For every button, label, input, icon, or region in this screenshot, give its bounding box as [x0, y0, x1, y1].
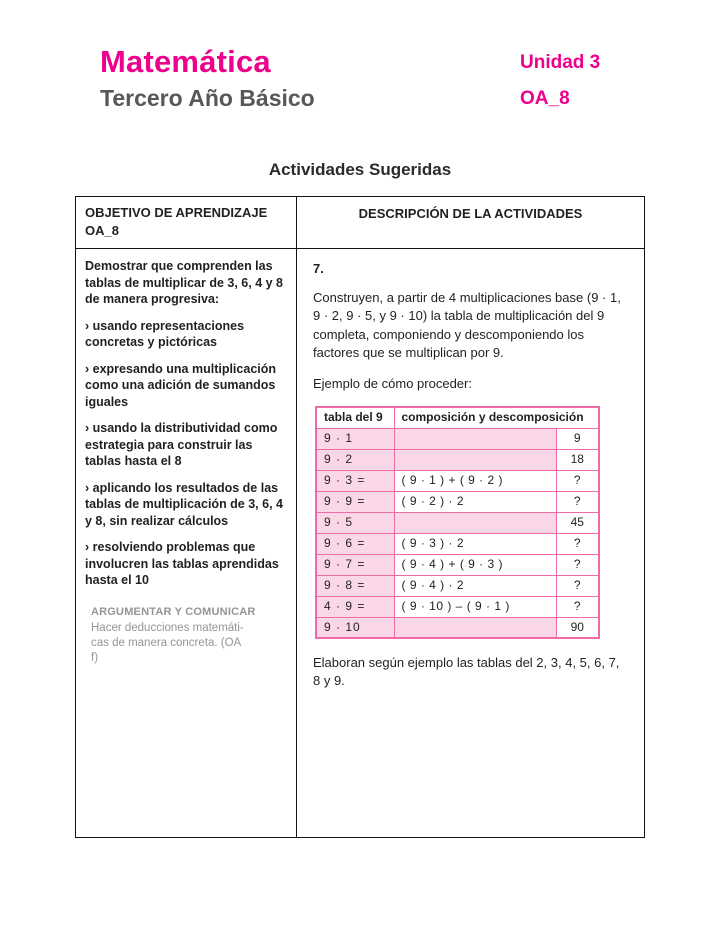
closing-instruction: Elaboran según ejemplo las tablas del 2, 3, 4, 5, 6, 7, 8 y 9.	[313, 655, 620, 689]
skills-note-body: Hacer deducciones matemáti-cas de manera concreta. (OA f)	[91, 622, 244, 664]
result-cell: ?	[556, 491, 599, 512]
objective-bullet: › usando la distributividad como estrategia para construir las tablas hasta el 8	[85, 421, 278, 468]
objective-bullet: › resolviendo problemas que involucren las tablas aprendidas hasta el 10	[85, 540, 279, 587]
composition-header: composición y descomposición	[394, 407, 599, 428]
composition-cell	[394, 617, 556, 638]
table-del-9-header: tabla del 9	[316, 407, 394, 428]
objective-intro: Demostrar que comprenden las tablas de multiplicar de 3, 6, 4 y 8 de manera progresiva:	[85, 259, 283, 306]
product-cell: 9 · 3 =	[316, 470, 394, 491]
result-cell: 45	[556, 512, 599, 533]
composition-cell: ( 9 · 3 ) · 2	[394, 533, 556, 554]
table-row	[316, 575, 599, 596]
table-row	[316, 512, 599, 533]
table-row	[316, 470, 599, 491]
skills-note-title: ARGUMENTAR Y COMUNICAR	[91, 605, 256, 618]
unit-label: Unidad 3	[520, 52, 601, 73]
composition-cell	[394, 449, 556, 470]
composition-cell	[394, 512, 556, 533]
table-row	[316, 596, 599, 617]
table-row	[316, 491, 599, 512]
result-cell: 18	[556, 449, 599, 470]
activity-number: 7.	[313, 261, 324, 276]
result-cell: ?	[556, 533, 599, 554]
objective-header-line2: OA_8	[85, 223, 119, 239]
result-cell: ?	[556, 554, 599, 575]
activities-table	[75, 196, 645, 838]
result-cell: ?	[556, 575, 599, 596]
result-cell: 90	[556, 617, 599, 638]
product-cell: 9 · 10	[316, 617, 394, 638]
product-cell: 4 · 9 =	[316, 596, 394, 617]
composition-cell: ( 9 · 4 ) + ( 9 · 3 )	[394, 554, 556, 575]
composition-cell: ( 9 · 2 ) · 2	[394, 491, 556, 512]
objective-cell	[76, 249, 297, 837]
objective-bullet: › expresando una multiplicación como una adición de sumandos iguales	[85, 361, 277, 409]
multiplication-table	[315, 406, 600, 639]
example-label: Ejemplo de cómo proceder:	[313, 375, 472, 391]
header-left-block	[100, 44, 315, 112]
activity-cell	[297, 249, 644, 837]
page-title: Actividades Sugeridas	[268, 160, 452, 179]
result-cell: ?	[556, 470, 599, 491]
oa-label: OA_8	[520, 88, 570, 109]
header-right-block	[520, 44, 665, 112]
activity-description: Construyen, a partir de 4 multiplicaciones base (9 · 1, 9 · 2, 9 · 5, y 9 · 10) la tabla de multiplicación del 9 completa, componiendo y descomponiendo los factores que se multiplican por 9.	[313, 290, 621, 360]
multiplication-table-header	[316, 407, 599, 428]
product-cell: 9 · 6 =	[316, 533, 394, 554]
skills-note	[85, 605, 287, 666]
product-cell: 9 · 9 =	[316, 491, 394, 512]
composition-cell: ( 9 · 1 ) + ( 9 · 2 )	[394, 470, 556, 491]
grade-subtitle: Tercero Año Básico	[100, 85, 315, 111]
table-row	[316, 554, 599, 575]
product-cell: 9 · 8 =	[316, 575, 394, 596]
table-row	[316, 449, 599, 470]
table-row	[316, 533, 599, 554]
product-cell: 9 · 5	[316, 512, 394, 533]
product-cell: 9 · 7 =	[316, 554, 394, 575]
document-header	[0, 0, 720, 112]
result-cell: 9	[556, 428, 599, 449]
description-column-header: DESCRIPCIÓN DE LA ACTIVIDADES	[297, 197, 644, 249]
table-row	[316, 617, 599, 638]
product-cell: 9 · 2	[316, 449, 394, 470]
product-cell: 9 · 1	[316, 428, 394, 449]
subject-title: Matemática	[100, 44, 271, 79]
objective-bullet: › usando representaciones concretas y pictóricas	[85, 318, 245, 349]
composition-cell: ( 9 · 10 ) – ( 9 · 1 )	[394, 596, 556, 617]
table-row	[316, 428, 599, 449]
composition-cell: ( 9 · 4 ) · 2	[394, 575, 556, 596]
objective-bullet: › aplicando los resultados de las tablas de multiplicación de 3, 6, 4 y 8, sin realizar cálculos	[85, 480, 283, 528]
objective-column-header	[76, 197, 297, 249]
composition-cell	[394, 428, 556, 449]
objective-header-line1: OBJETIVO DE APRENDIZAJE	[85, 205, 268, 220]
result-cell: ?	[556, 596, 599, 617]
